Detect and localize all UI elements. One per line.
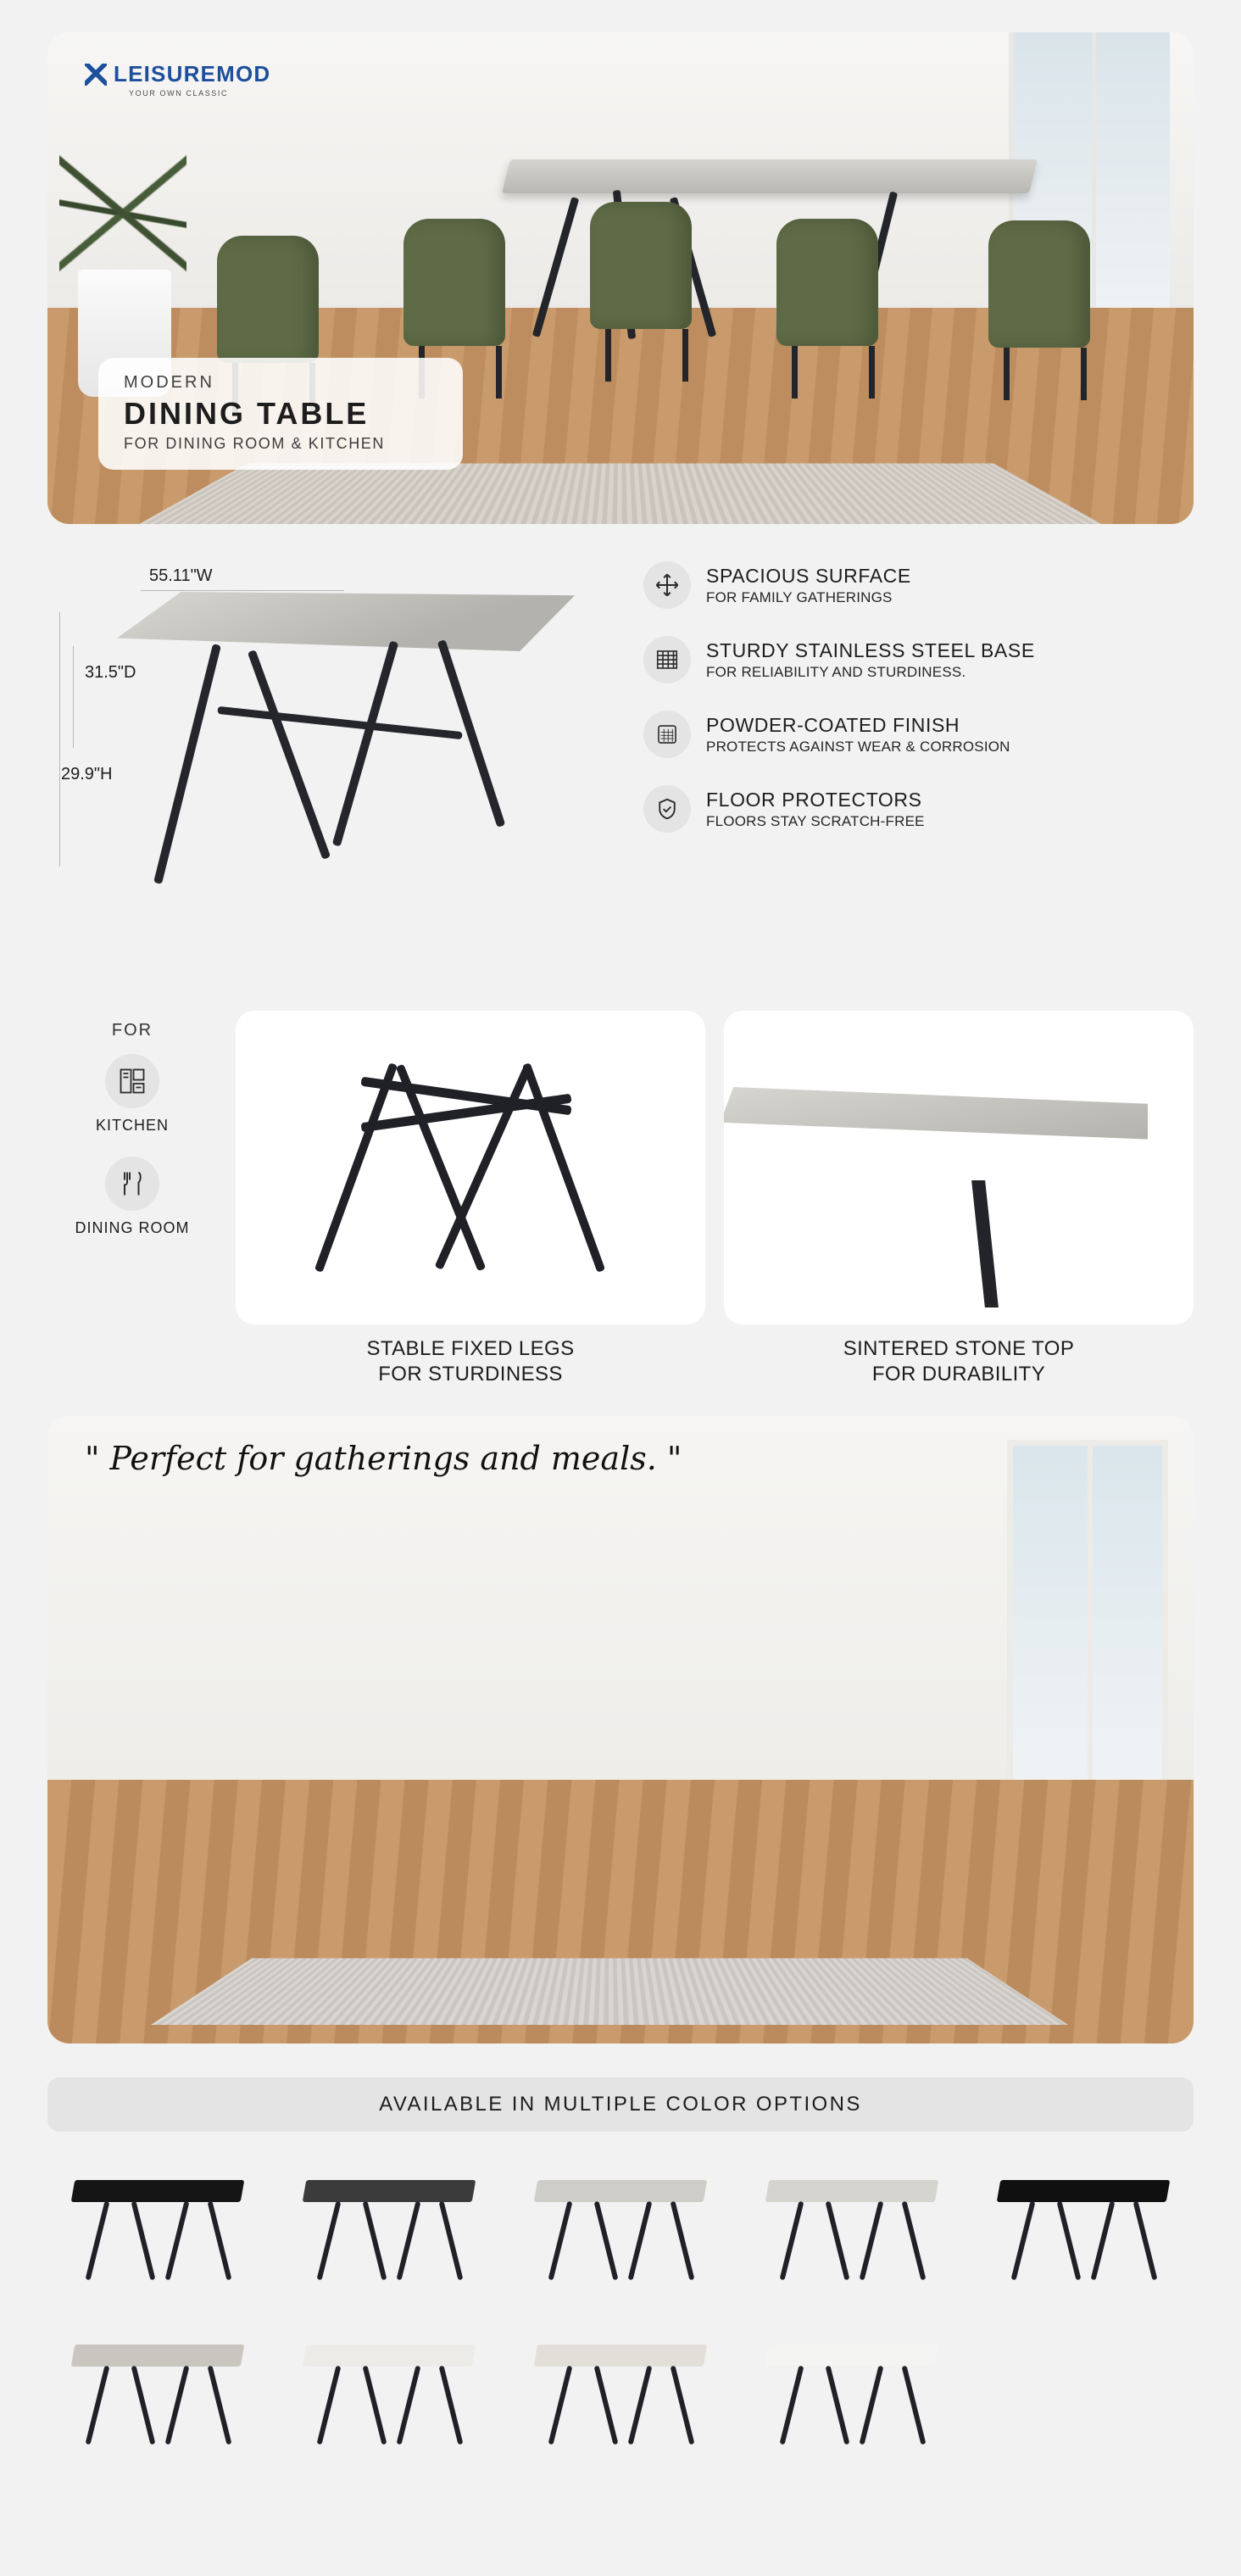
mini-leg bbox=[780, 2201, 804, 2281]
mini-leg bbox=[1057, 2201, 1082, 2281]
mini-table bbox=[527, 2175, 714, 2285]
mini-leg bbox=[164, 2366, 189, 2445]
hero-subtitle: FOR DINING ROOM & KITCHEN bbox=[124, 435, 386, 452]
mini-leg bbox=[164, 2201, 189, 2281]
mini-leg bbox=[396, 2366, 420, 2445]
mini-table bbox=[527, 2339, 714, 2450]
mini-table bbox=[759, 2175, 945, 2285]
crossed-legs-photo bbox=[236, 1011, 705, 1324]
specs-section bbox=[47, 553, 1194, 994]
shield-check-icon bbox=[643, 785, 691, 833]
product-infographic-page bbox=[0, 32, 1241, 2576]
hero-dining-chair bbox=[403, 219, 505, 346]
detail-card-legs bbox=[236, 1011, 705, 1387]
stone-support-leg bbox=[971, 1180, 999, 1308]
color-option-black-marble[interactable] bbox=[47, 2154, 267, 2306]
hero-eyebrow: MODERN bbox=[124, 373, 214, 392]
mini-leg bbox=[1091, 2201, 1116, 2281]
brand-tagline: YOUR OWN CLASSIC bbox=[129, 89, 229, 98]
feature-title: FLOOR PROTECTORS bbox=[706, 788, 922, 811]
table-cross-beam bbox=[217, 706, 462, 739]
dimension-depth-label: 31.5"D bbox=[85, 663, 136, 682]
feature-item bbox=[643, 561, 1194, 609]
leg-bar bbox=[314, 1062, 398, 1273]
lifestyle-photo-secondary bbox=[47, 1416, 1194, 2044]
mini-leg bbox=[85, 2366, 109, 2445]
mini-table bbox=[759, 2339, 945, 2450]
mini-leg bbox=[362, 2201, 387, 2281]
table-leg bbox=[332, 640, 399, 846]
feature-subtitle: FOR RELIABILITY AND STURDINESS. bbox=[706, 663, 966, 680]
usage-heading: FOR bbox=[111, 1021, 153, 1040]
crossed-legs-illustration bbox=[335, 1057, 606, 1278]
feature-item bbox=[643, 636, 1194, 683]
stone-top-edge bbox=[724, 1087, 1148, 1180]
table-leg bbox=[248, 650, 331, 860]
hero-dining-chair bbox=[590, 202, 692, 329]
mini-leg bbox=[1133, 2201, 1158, 2281]
hero-title: DINING TABLE bbox=[124, 396, 370, 431]
mini-table-top bbox=[997, 2180, 1171, 2202]
mini-leg bbox=[860, 2201, 884, 2281]
quote-text: " Perfect for gatherings and meals. " bbox=[85, 1440, 682, 1477]
detail-card-top bbox=[724, 1011, 1194, 1387]
table-leg bbox=[153, 644, 221, 884]
usage-column bbox=[47, 1011, 217, 1259]
color-option-black-gloss[interactable] bbox=[974, 2154, 1194, 2306]
usage-label: KITCHEN bbox=[95, 1117, 169, 1134]
mini-leg bbox=[671, 2201, 695, 2281]
brand-logo bbox=[85, 61, 270, 98]
color-swatch-grid bbox=[47, 2154, 1194, 2471]
hero-rug bbox=[139, 463, 1102, 524]
mini-leg bbox=[131, 2366, 155, 2445]
feature-list bbox=[643, 553, 1194, 994]
mini-table-top bbox=[765, 2180, 939, 2202]
dimension-line-height bbox=[59, 612, 60, 867]
steel-grid-icon bbox=[643, 636, 691, 683]
powder-coat-icon bbox=[643, 711, 691, 758]
cutlery-icon bbox=[105, 1157, 159, 1211]
dimension-width-label: 55.11"W bbox=[149, 566, 213, 585]
mini-table bbox=[296, 2175, 482, 2285]
mini-leg bbox=[628, 2201, 653, 2281]
color-option-pale-grey-stone[interactable] bbox=[743, 2154, 962, 2306]
feature-subtitle: PROTECTS AGAINST WEAR & CORROSION bbox=[706, 738, 1010, 755]
mini-leg bbox=[628, 2366, 653, 2445]
color-option-white-veined-marble[interactable] bbox=[279, 2318, 498, 2471]
mini-table-top bbox=[765, 2345, 939, 2367]
feature-title: STURDY STAINLESS STEEL BASE bbox=[706, 638, 1035, 661]
table-line-illustration bbox=[81, 592, 607, 914]
caption-line-1: SINTERED STONE TOP bbox=[843, 1337, 1075, 1360]
table-top-surface bbox=[117, 592, 575, 651]
dimension-line-width bbox=[141, 590, 344, 591]
caption-line-2: FOR STURDINESS bbox=[378, 1363, 563, 1386]
mini-leg bbox=[396, 2201, 420, 2281]
mini-leg bbox=[671, 2366, 695, 2445]
feature-subtitle: FOR FAMILY GATHERINGS bbox=[706, 588, 893, 605]
mini-leg bbox=[902, 2201, 927, 2281]
mini-leg bbox=[131, 2201, 155, 2281]
mini-table bbox=[64, 2175, 251, 2285]
dimension-height-label: 29.9"H bbox=[61, 765, 113, 783]
hero-lifestyle-photo bbox=[47, 32, 1194, 524]
mini-leg bbox=[207, 2366, 231, 2445]
mini-leg bbox=[860, 2366, 884, 2445]
mini-leg bbox=[1011, 2201, 1036, 2281]
mini-table-top bbox=[70, 2180, 244, 2202]
mini-table-top bbox=[70, 2345, 244, 2367]
mini-table-top bbox=[302, 2180, 476, 2202]
mini-leg bbox=[902, 2366, 927, 2445]
feature-item bbox=[643, 785, 1194, 833]
caption-line-2: FOR DURABILITY bbox=[871, 1363, 1046, 1386]
mini-table-top bbox=[534, 2345, 708, 2367]
mini-leg bbox=[316, 2366, 341, 2445]
color-option-dark-grey-stone[interactable] bbox=[279, 2154, 498, 2306]
stone-top-edge-photo bbox=[724, 1011, 1194, 1324]
mini-leg bbox=[594, 2201, 619, 2281]
hero-table-top bbox=[502, 159, 1038, 193]
mini-table-top bbox=[302, 2345, 476, 2367]
mini-leg bbox=[826, 2366, 850, 2445]
mini-leg bbox=[362, 2366, 387, 2445]
mini-leg bbox=[548, 2366, 573, 2445]
feature-title: POWDER-COATED FINISH bbox=[706, 713, 960, 736]
hero-dining-chair bbox=[217, 236, 319, 363]
mini-leg bbox=[207, 2201, 231, 2281]
dimension-line-depth bbox=[73, 646, 74, 748]
mini-leg bbox=[826, 2201, 850, 2281]
mini-table-top bbox=[534, 2180, 708, 2202]
mini-leg bbox=[780, 2366, 804, 2445]
hero-dining-chair bbox=[988, 220, 1090, 348]
logo-mark-icon bbox=[85, 64, 107, 86]
hero-dining-chair bbox=[776, 219, 878, 346]
mini-leg bbox=[548, 2201, 573, 2281]
mini-table bbox=[990, 2175, 1177, 2285]
mini-table bbox=[296, 2339, 482, 2450]
mini-leg bbox=[438, 2201, 463, 2281]
color-option-warm-grey-marble[interactable] bbox=[47, 2318, 267, 2471]
expand-arrows-icon bbox=[643, 561, 691, 609]
detail-card-caption bbox=[236, 1336, 705, 1387]
usage-and-detail-cards bbox=[47, 1011, 1194, 1387]
feature-title: SPACIOUS SURFACE bbox=[706, 564, 911, 587]
hero-caption bbox=[98, 358, 463, 470]
feature-subtitle: FLOORS STAY SCRATCH-FREE bbox=[706, 812, 925, 829]
color-option-cream-marble[interactable] bbox=[510, 2318, 730, 2471]
mini-leg bbox=[316, 2201, 341, 2281]
detail-card-caption bbox=[724, 1336, 1194, 1387]
usage-label: DINING ROOM bbox=[75, 1219, 190, 1236]
kitchen-icon bbox=[105, 1054, 159, 1108]
color-option-white-stone[interactable] bbox=[743, 2318, 962, 2471]
mini-table bbox=[64, 2339, 251, 2450]
color-options-heading: AVAILABLE IN MULTIPLE COLOR OPTIONS bbox=[47, 2077, 1194, 2132]
dimension-diagram bbox=[47, 553, 643, 994]
feature-item bbox=[643, 711, 1194, 758]
mini-leg bbox=[438, 2366, 463, 2445]
brand-name: LEISUREMOD bbox=[114, 61, 271, 86]
mini-leg bbox=[85, 2201, 109, 2281]
color-option-light-grey-marble[interactable] bbox=[510, 2154, 730, 2306]
caption-line-1: STABLE FIXED LEGS bbox=[366, 1337, 575, 1360]
mini-leg bbox=[594, 2366, 619, 2445]
